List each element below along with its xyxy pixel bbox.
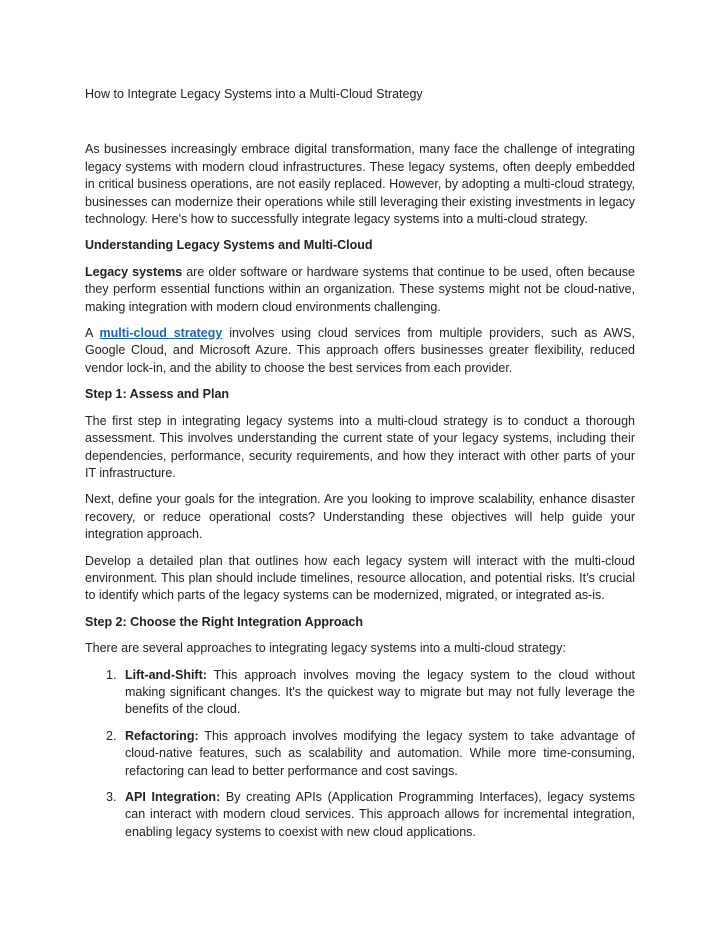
- list-item-term: Refactoring:: [125, 728, 199, 743]
- list-item-text: This approach involves moving the legacy system to the cloud without making significant changes. It's the quickest way to migrate but may not fully leverage the benefits of the cloud.: [125, 667, 635, 717]
- list-item-refactoring: [85, 728, 635, 780]
- document-page: [85, 86, 635, 850]
- list-item-number: 1.: [106, 667, 117, 682]
- list-item-number: 3.: [106, 790, 117, 804]
- document-title: How to Integrate Legacy Systems into a Multi-Cloud Strategy: [85, 87, 423, 101]
- section-heading-step2: Step 2: Choose the Right Integration Approach: [85, 614, 364, 629]
- step1-paragraph-3: Develop a detailed plan that outlines how each legacy system will interact with the multi-cloud environment. This plan should include timelines, resource allocation, and potential risks. It’s crucial to identify which parts of the legacy systems can be modernized, migrated, or integrated as-is.: [85, 553, 635, 603]
- list-item-text: This approach involves modifying the legacy system to take advantage of cloud-native features, such as scalability and automation. While more time-consuming, refactoring can lead to better performance and cost savings.: [125, 728, 635, 778]
- multi-cloud-prefix: A: [85, 326, 100, 341]
- list-item-term: API Integration:: [125, 790, 221, 804]
- list-item-number: 2.: [106, 728, 117, 743]
- step1-paragraph-1: The first step in integrating legacy systems into a multi-cloud strategy is to conduct a thorough assessment. This involves understanding the current state of your legacy systems, including their dependencies, performance, security requirements, and how they interact with other parts of your IT infrastructure.: [85, 413, 635, 480]
- approaches-list: [85, 667, 635, 842]
- list-item-term: Lift-and-Shift:: [125, 667, 207, 682]
- step2-intro-paragraph: There are several approaches to integrating legacy systems into a multi-cloud strategy:: [85, 641, 566, 656]
- legacy-systems-text: are older software or hardware systems that continue to be used, often because they perform essential functions within an organization. These systems might not be cloud-native, making integration with modern cloud environments challenging.: [85, 264, 635, 314]
- legacy-systems-paragraph: [85, 264, 635, 316]
- legacy-systems-term: Legacy systems: [85, 264, 183, 279]
- multi-cloud-strategy-link[interactable]: multi-cloud strategy: [99, 326, 223, 341]
- multi-cloud-text: involves using cloud services from multiple providers, such as AWS, Google Cloud, and Microsoft Azure. This approach offers businesses greater flexibility, reduced vendor lock-in, and the ability to choose the best services from each provider.: [85, 326, 635, 375]
- list-item-lift-and-shift: [85, 667, 635, 719]
- multi-cloud-paragraph: [85, 325, 635, 377]
- intro-paragraph: As businesses increasingly embrace digital transformation, many face the challenge of integrating legacy systems with modern cloud infrastructures. These legacy systems, often deeply embedded in critical business operations, are not easily replaced. However, by adopting a multi-cloud strategy, businesses can modernize their operations while still leveraging their existing investments in legacy technology. Here's how to successfully integrate legacy systems into a multi-cloud strategy.: [85, 142, 635, 227]
- section-heading-understanding: Understanding Legacy Systems and Multi-Cloud: [85, 238, 373, 253]
- list-item-api-integration: [85, 789, 635, 841]
- section-heading-step1: Step 1: Assess and Plan: [85, 387, 230, 402]
- step1-paragraph-2: Next, define your goals for the integration. Are you looking to improve scalability, enhance disaster recovery, or reduce operational costs? Understanding these objectives will help guide your integration approach.: [85, 492, 635, 542]
- list-item-text: By creating APIs (Application Programming Interfaces), legacy systems can interact with modern cloud services. This approach allows for incremental integration, enabling legacy systems to coexist with new cloud applications.: [125, 790, 635, 839]
